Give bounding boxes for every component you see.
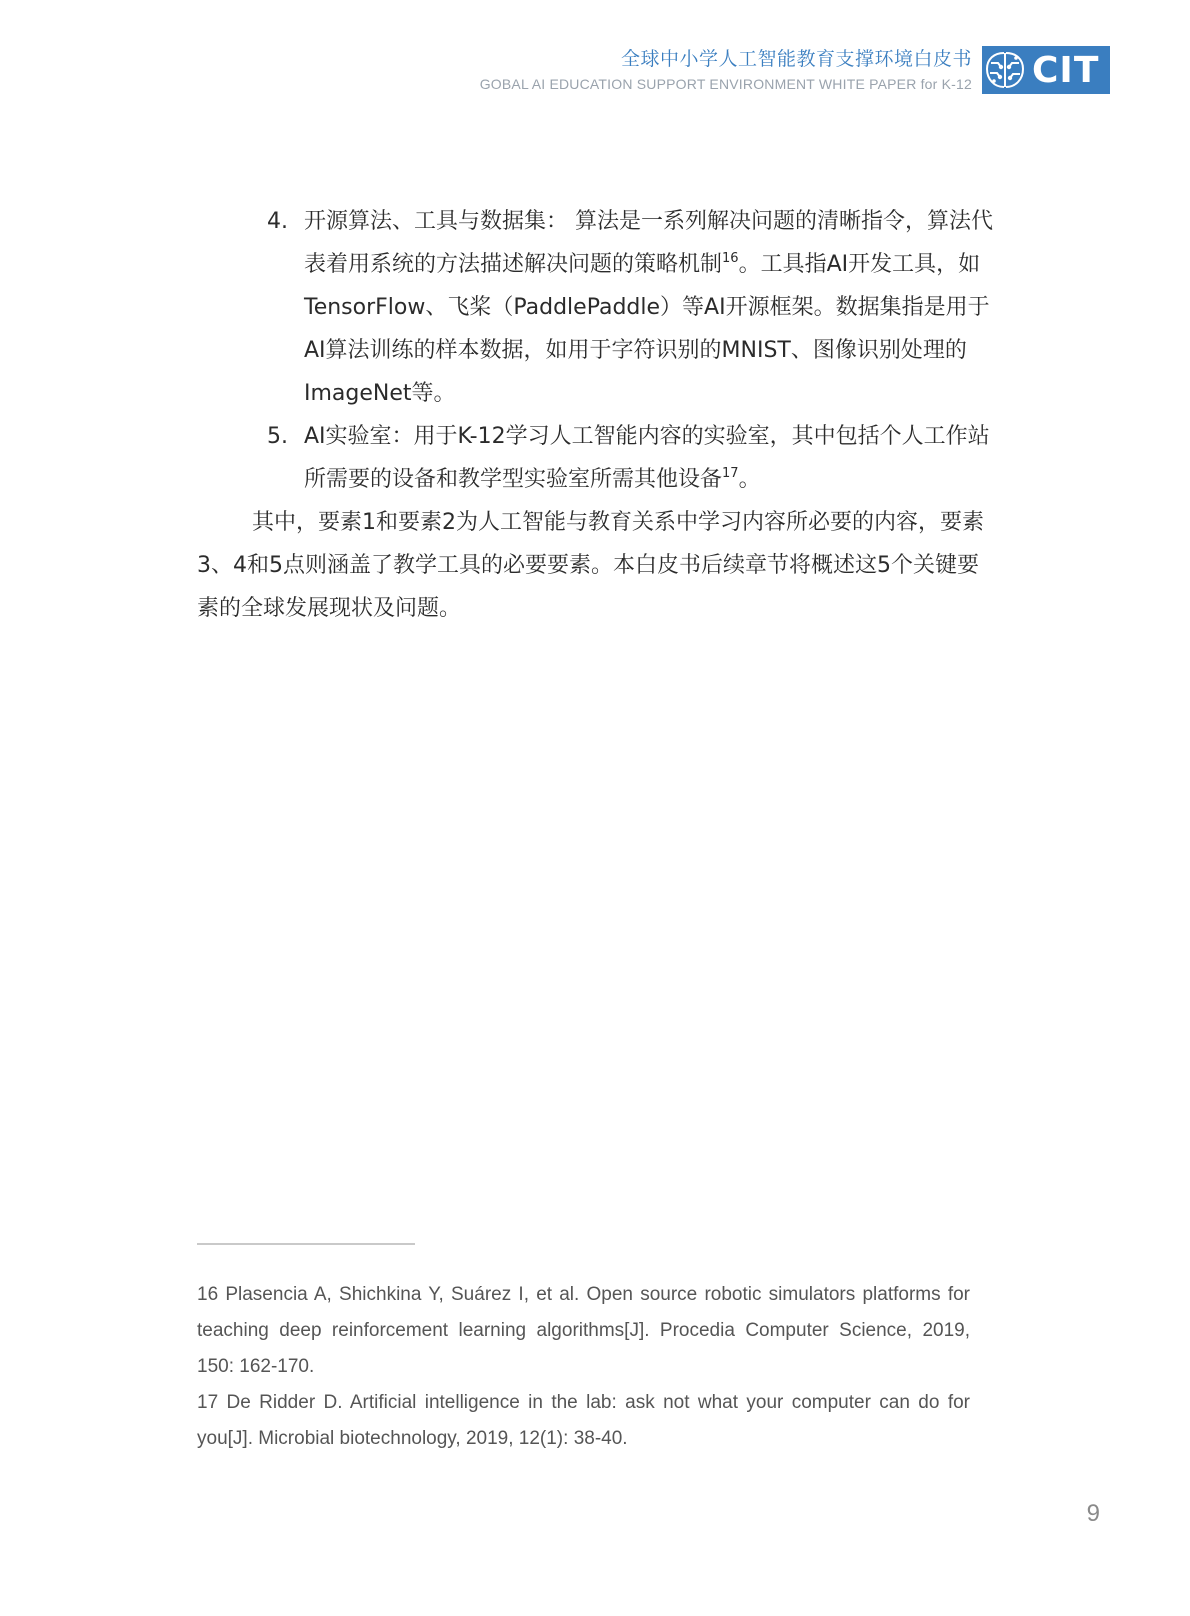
body-paragraph: 其中，要素1和要素2为人工智能与教育关系中学习内容所必要的内容，要素3、4和5点则涵盖了教学工具的必要要素。本白皮书后续章节将概述这5个关键要素的全球发展现状及问题。 (197, 510, 984, 621)
list-text: 。 (738, 467, 761, 492)
list-text: 。工具指AI开发工具，如 TensorFlow、飞桨（PaddlePaddle）等AI开源框架。数据集指是用于AI算法训练的样本数据，如用于字符识别的MNIST、图像识别处理的ImageNet等。 (304, 252, 990, 406)
footnote: 17 De Ridder D. Artificial intelligence in the lab: ask not what your computer can do for you[J]. Microbial biotechnology, 2019, 12(1): 38-40. (197, 1392, 970, 1449)
list-text: 开源算法、工具与数据集： 算法是一系列解决问题的清晰指令，算法代表着用系统的方法描述解决问题的策略机制 (304, 209, 993, 277)
list-number: 4. (267, 209, 288, 234)
cit-logo (982, 46, 1110, 94)
page-header (480, 46, 1110, 94)
list-item (197, 415, 997, 501)
list-item (197, 200, 997, 415)
header-subtitle: GOBAL AI EDUCATION SUPPORT ENVIRONMENT WHITE PAPER for K-12 (479, 76, 972, 92)
list-number: 5. (267, 424, 288, 449)
logo-text: CIT (1032, 49, 1100, 91)
page-number: 9 (1086, 1500, 1100, 1527)
main-content (197, 200, 997, 630)
list-text: AI实验室：用于K-12学习人工智能内容的实验室，其中包括个人工作站所需要的设备和教学型实验室所需其他设备 (304, 424, 990, 492)
footnote-ref: 16 (722, 251, 739, 266)
header-title: 全球中小学人工智能教育支撑环境白皮书 (620, 48, 972, 70)
footnote-ref: 17 (722, 466, 739, 481)
footnotes (197, 1277, 970, 1457)
footnote-divider (197, 1243, 415, 1245)
header-text (480, 46, 972, 94)
footnote: 16 Plasencia A, Shichkina Y, Suárez I, et al. Open source robotic simulators platforms for teaching deep reinforcement learning algorithms[J]. Procedia Computer Science, 2019, 150: 162-170. (197, 1284, 970, 1377)
brain-network-icon (982, 49, 1028, 91)
